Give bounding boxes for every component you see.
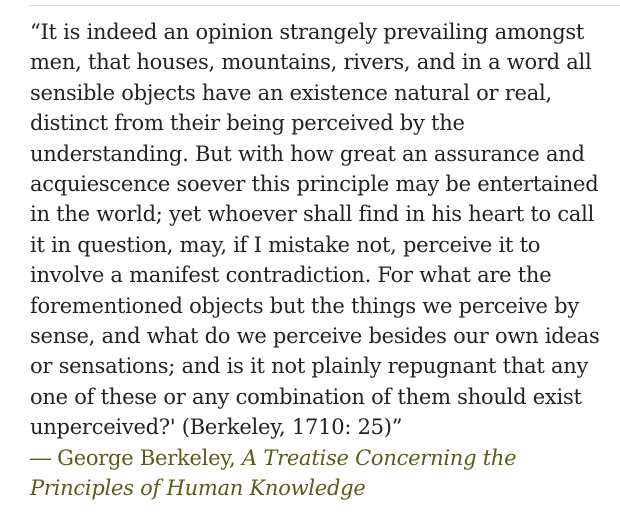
quote-attribution bbox=[30, 443, 615, 504]
book-title[interactable]: A Treatise Concerning the Principles of Human Knowledge bbox=[30, 445, 517, 501]
author-name[interactable]: ― George Berkeley, bbox=[30, 445, 242, 470]
quote-text: “It is indeed an opinion strangely prevailing amongst men, that houses, mountains, rivers, and in a word all sensible objects have an existence natural or real, distinct from their being perceived by the understanding. But with how great an assurance and acquiescence soever this principle may be entertained in the world; yet whoever shall find in his heart to call it in question, may, if I mistake not, perceive it to involve a manifest contradiction. For what are the forementioned objects but the things we perceive by sense, and what do we perceive besides our own ideas or sensations; and is it not plainly repugnant that any one of these or any combination of them should exist unperceived?' (Berkeley, 1710: 25)” bbox=[30, 20, 600, 440]
quote-block bbox=[30, 17, 615, 504]
top-divider bbox=[30, 5, 620, 6]
